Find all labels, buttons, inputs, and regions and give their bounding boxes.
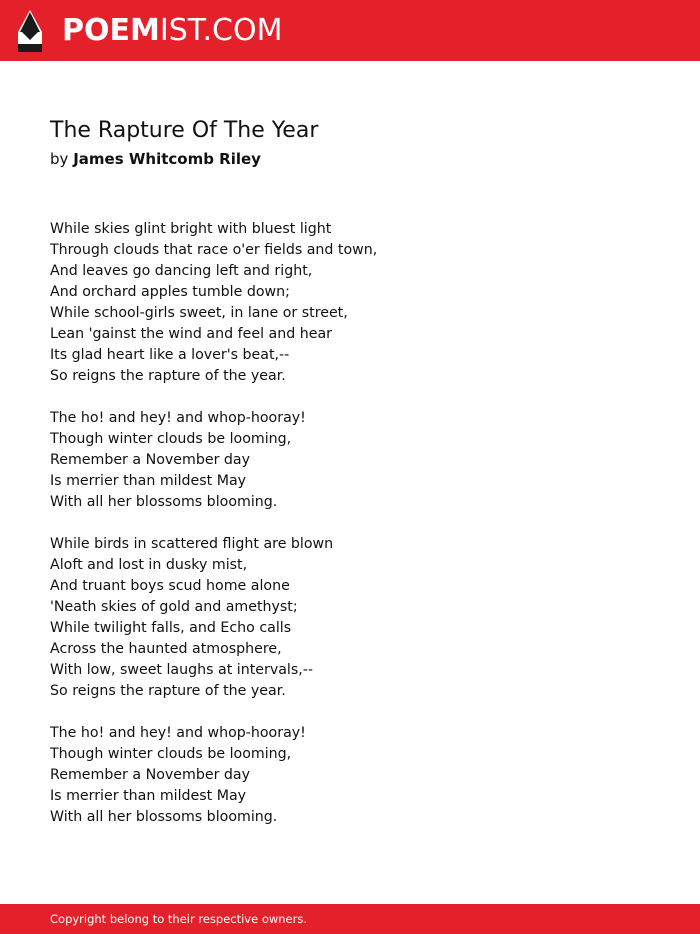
poem-line: Its glad heart like a lover's beat,-- [50,347,290,363]
poem-line: And leaves go dancing left and right, [50,263,313,279]
brand-light-text: IST.COM [159,13,283,48]
poem-line: And orchard apples tumble down; [50,284,290,300]
poem-line: So reigns the rapture of the year. [50,683,286,699]
poem-title: The Rapture Of The Year [50,118,319,143]
poem-line: Is merrier than mildest May [50,788,247,804]
site-logo[interactable] [62,13,282,49]
poem-body [50,219,650,849]
stanza-3 [50,534,650,702]
poem-line: While skies glint bright with bluest light [50,221,332,237]
poem-line: Remember a November day [50,767,251,783]
poem-line: Lean 'gainst the wind and feel and hear [50,326,332,342]
poem-line: The ho! and hey! and whop-hooray! [50,410,306,426]
poem-line: With low, sweet laughs at intervals,-- [50,662,314,678]
poem-line: With all her blossoms blooming. [50,494,278,510]
stanza-4 [50,723,650,828]
stanza-2 [50,408,650,513]
poem-line: With all her blossoms blooming. [50,809,278,825]
poem-line: Though winter clouds be looming, [50,431,292,447]
site-header [0,0,700,61]
poem-line: While birds in scattered flight are blown [50,536,334,552]
brand-bold-text: POEM [62,13,160,48]
poem-line: Though winter clouds be looming, [50,746,292,762]
poem-line: Aloft and lost in dusky mist, [50,557,248,573]
poem-line: Is merrier than mildest May [50,473,247,489]
poem-line: While school-girls sweet, in lane or street, [50,305,348,321]
site-footer [0,904,700,934]
pencil-tip-icon [18,10,42,52]
poem-line: And truant boys scud home alone [50,578,290,594]
byline [50,149,261,169]
copyright-notice: Copyright belong to their respective owners. [50,912,308,926]
stanza-1 [50,219,650,387]
poem-line: So reigns the rapture of the year. [50,368,286,384]
poem-line: Through clouds that race o'er fields and town, [50,242,378,258]
poem-author: James Whitcomb Riley [73,150,261,168]
poem-line: The ho! and hey! and whop-hooray! [50,725,306,741]
by-prefix: by [50,150,69,168]
poem-line: Across the haunted atmosphere, [50,641,282,657]
poem-line: Remember a November day [50,452,251,468]
poem-line: While twilight falls, and Echo calls [50,620,292,636]
poem-line: 'Neath skies of gold and amethyst; [50,599,298,615]
